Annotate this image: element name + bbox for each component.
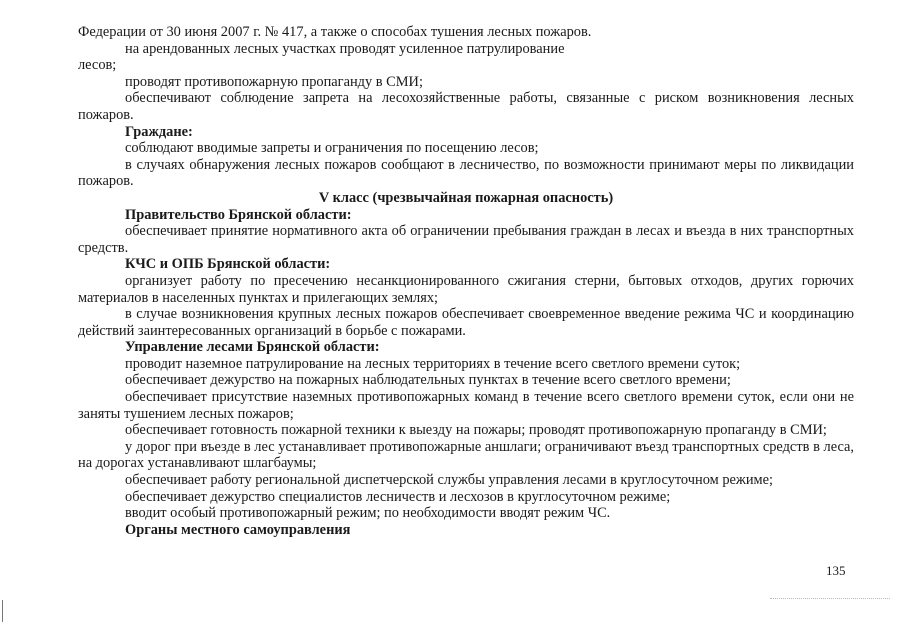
paragraph: Федерации от 30 июня 2007 г. № 417, а также о способах тушения лесных пожаров. — [78, 24, 592, 40]
section-heading: Правительство Брянской области: — [125, 206, 352, 223]
paragraph: проводят противопожарную пропаганду в СМИ; — [125, 73, 423, 90]
paragraph: на арендованных лесных участках проводят усиленное патрулирование — [125, 40, 565, 57]
scan-artifact — [770, 598, 890, 601]
page-number: 135 — [826, 563, 846, 578]
paragraph: проводит наземное патрулирование на лесных территориях в течение всего светлого времени суток; — [125, 355, 741, 372]
paragraph: обеспечивает готовность пожарной техники к выезду на пожары; проводят противопожарную пропаганду в СМИ; — [125, 422, 827, 439]
section-heading: КЧС и ОПБ Брянской области: — [125, 256, 331, 273]
section-heading: Граждане: — [125, 123, 193, 140]
section-heading: Управление лесами Брянской области: — [125, 339, 380, 356]
paragraph: у дорог при въезде в лес устанавливает противопожарные аншлаги; ограничивают въезд транспортных средств в леса, на дорогах устанавливают шлагбаумы; — [78, 438, 854, 472]
paragraph: обеспечивает принятие нормативного акта об ограничении пребывания граждан в лесах и въезда в них транспортных средств. — [78, 223, 854, 256]
paragraph: обеспечивает дежурство на пожарных наблюдательных пунктах в течение всего светлого времени; — [125, 372, 731, 389]
paragraph: в случае возникновения крупных лесных пожаров обеспечивает своевременное введение режима ЧС и координацию действий заинтересованных организаций в борьбе с пожарами. — [78, 306, 854, 339]
class-heading: V класс (чрезвычайная пожарная опасность) — [318, 189, 614, 206]
paragraph: обеспечивает присутствие наземных противопожарных команд в течение всего светлого времени суток, если они не заняты тушением лесных пожаров; — [78, 389, 854, 422]
paragraph: в случаях обнаружения лесных пожаров сообщают в лесничество, по возможности принимают меры по ликвидации пожаров. — [78, 156, 854, 190]
scan-edge-mark — [2, 600, 3, 622]
paragraph: обеспечивают соблюдение запрета на лесохозяйственные работы, связанные с риском возникновения лесных пожаров. — [78, 90, 854, 123]
paragraph: соблюдают вводимые запреты и ограничения по посещению лесов; — [125, 140, 539, 157]
paragraph: вводит особый противопожарный режим; по необходимости вводят режим ЧС. — [125, 505, 611, 522]
paragraph: обеспечивает дежурство специалистов лесничеств и лесхозов в круглосуточном режиме; — [125, 488, 671, 505]
paragraph: организует работу по пресечению несанкционированного сжигания стерни, бытовых отходов, других горючих материалов в населенных пунктах и прилегающих землях; — [78, 272, 854, 306]
paragraph: лесов; — [78, 57, 117, 74]
section-heading: Органы местного самоуправления — [125, 521, 351, 538]
document-body — [78, 24, 854, 538]
paragraph: обеспечивает работу региональной диспетчерской службы управления лесами в круглосуточном режиме; — [125, 472, 774, 489]
